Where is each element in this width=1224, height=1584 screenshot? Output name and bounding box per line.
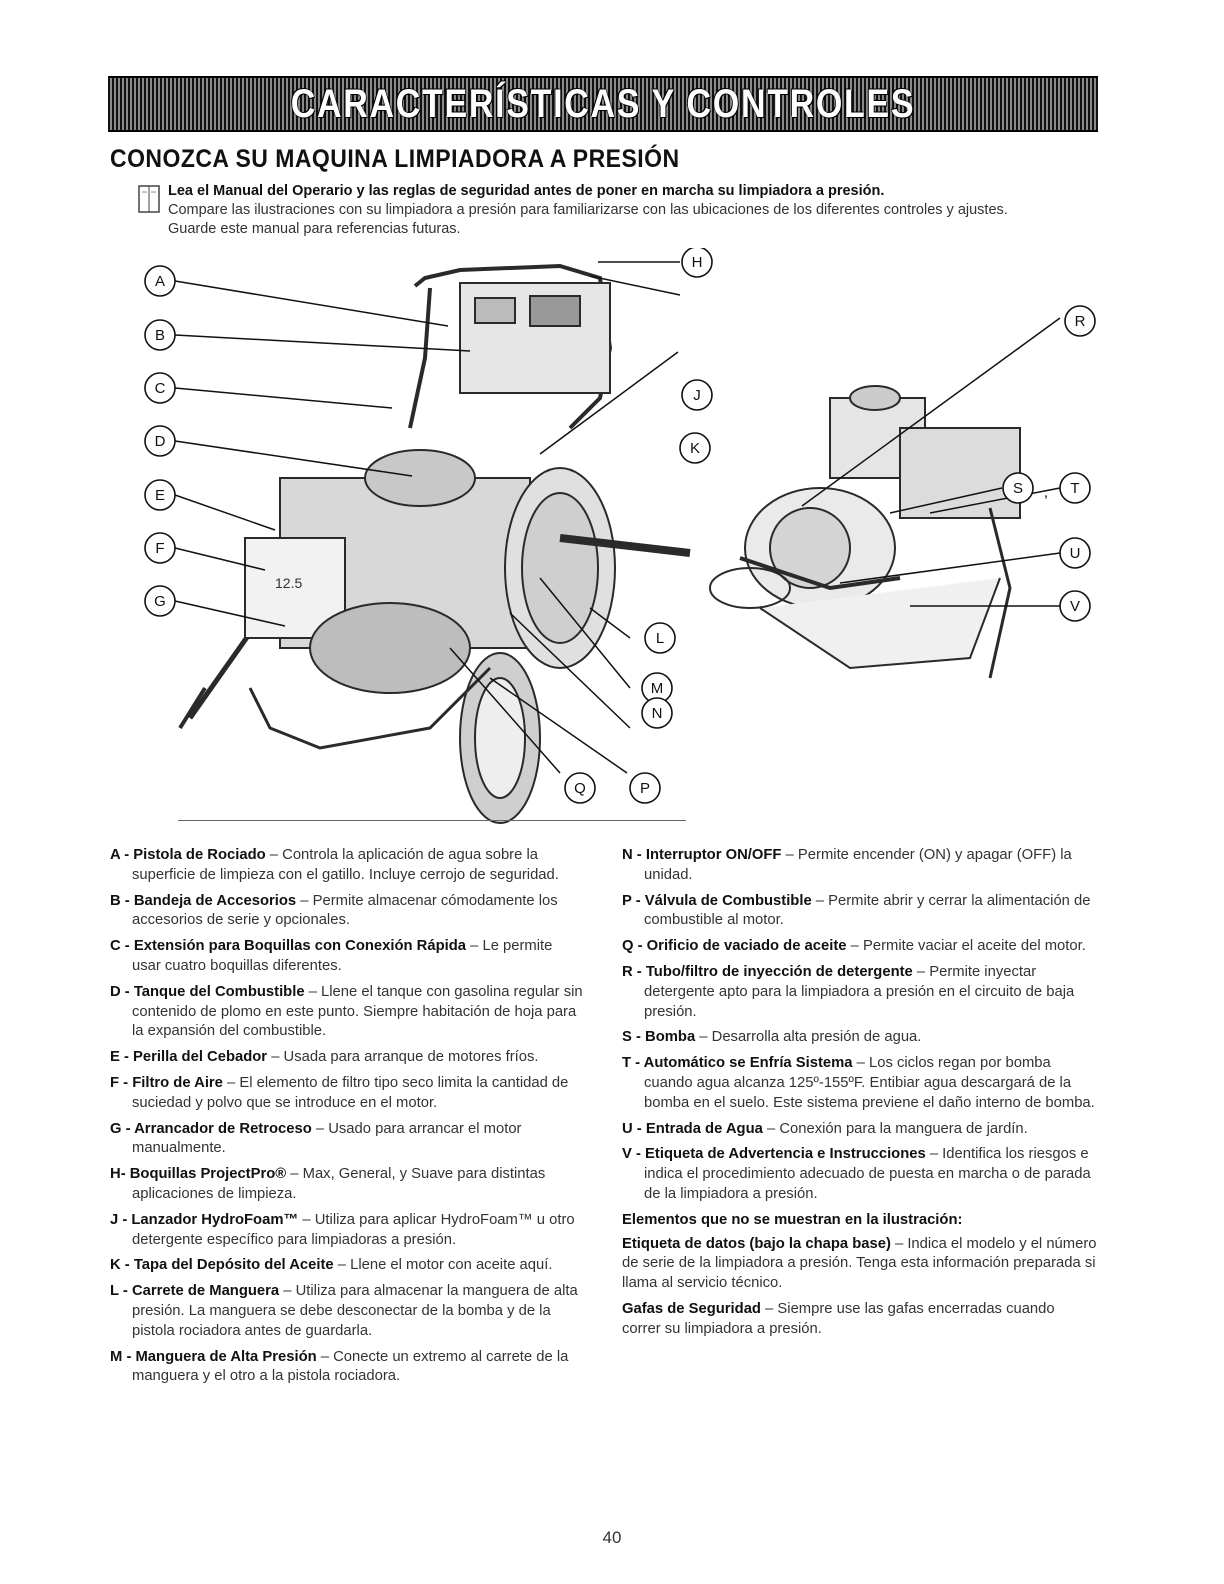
callout-m: M: [650, 680, 664, 697]
feature-item-l: L - Carrete de Manguera – Utiliza para almacenar la manguera de alta presión. La manguera se debe desconectar de la bomba y de la pistola rociadora antes de guardarla.: [110, 1283, 578, 1339]
feature-item-p: P - Válvula de Combustible – Permite abrir y cerrar la alimentación de combustible al motor.: [622, 892, 1091, 929]
callout-u: U: [1069, 545, 1081, 562]
feature-item-f: F - Filtro de Aire – El elemento de filtro tipo seco limita la cantidad de suciedad y polvo que se introduce en el motor.: [110, 1074, 569, 1111]
callout-c: C: [154, 380, 166, 397]
manual-book-icon: [138, 185, 160, 213]
feature-item-j: J - Lanzador HydroFoam™ – Utiliza para aplicar HydroFoam™ u otro detergente específico para limpiadoras a presión.: [110, 1211, 575, 1248]
feature-item-d: D - Tanque del Combustible – Llene el tanque con gasolina regular sin contenido de plomo en este punto. Siempre habitación de hoja para la expansión del combustible.: [110, 983, 583, 1040]
section-banner: [108, 76, 1098, 132]
intro-line-3: Guarde este manual para referencias futuras.: [168, 221, 461, 237]
intro-bold-line: Lea el Manual del Operario y las reglas de seguridad antes de poner en marcha su limpiadora a presión.: [168, 183, 885, 199]
feature-item-b: B - Bandeja de Accesorios – Permite almacenar cómodamente los accesorios de serie y opcionales.: [110, 892, 558, 929]
feature-item-r: R - Tubo/filtro de inyección de detergente – Permite inyectar detergente apto para la limpiadora a presión en el circuito de baja presión.: [622, 963, 1075, 1020]
not-shown-heading: Elementos que no se muestran en la ilustración:: [622, 1211, 963, 1228]
feature-item-t: T - Automático se Enfría Sistema – Los ciclos regan por bomba cuando agua alcanza 125º-155ºF. Entibiar agua descargará de la bomba en el suelo. Este sistema previene el daño interno de bomba.: [622, 1055, 1095, 1111]
feature-item-m: M - Manguera de Alta Presión – Conecte un extremo al carrete de la manguera y el otro a la pistola rociadora.: [110, 1348, 569, 1385]
intro-line-2: Compare las ilustraciones con su limpiadora a presión para familiarizarse con las ubicaciones de los diferentes controles y ajustes.: [168, 202, 1008, 218]
feature-item-c: C - Extensión para Boquillas con Conexión Rápida – Le permite usar cuatro boquillas diferentes.: [110, 938, 553, 974]
callout-n: N: [651, 705, 663, 722]
callout-v: V: [1069, 598, 1081, 615]
feature-item-e: E - Perilla del Cebador – Usada para arranque de motores fríos.: [110, 1049, 539, 1066]
pressure-washer-illustration: [130, 248, 1110, 828]
not-shown-item-safety-glasses: Gafas de Seguridad – Siempre use las gafas encerradas cuando correr su limpiadora a presión.: [622, 1300, 1055, 1337]
callout-j: J: [693, 387, 701, 404]
page-subtitle: CONOZCA SU MAQUINA LIMPIADORA A PRESIÓN: [110, 145, 680, 173]
not-shown-item-data-label: Etiqueta de datos (bajo la chapa base) – Indica el modelo y el número de serie de la limpiadora a presión. Tenga esta información preparada si llama al servicio técnico.: [622, 1235, 1097, 1292]
callout-e: E: [154, 487, 166, 504]
callout-b: B: [154, 327, 166, 344]
callout-r: R: [1074, 313, 1086, 330]
callout-f: F: [155, 540, 165, 557]
feature-item-q: Q - Orificio de vaciado de aceite – Permite vaciar el aceite del motor.: [622, 938, 1086, 955]
feature-item-k: K - Tapa del Depósito del Aceite – Llene el motor con aceite aquí.: [110, 1257, 553, 1274]
figure-divider: [178, 820, 686, 821]
pump-closeup-drawing: [710, 386, 1020, 678]
feature-item-h: H- Boquillas ProjectPro® – Max, General, y Suave para distintas aplicaciones de limpieza.: [110, 1166, 546, 1202]
callout-q: Q: [574, 780, 586, 797]
banner-title: CARACTERÍSTICAS Y CONTROLES: [290, 82, 916, 126]
feature-item-n: N - Interruptor ON/OFF – Permite encender (ON) y apagar (OFF) la unidad.: [622, 847, 1072, 883]
feature-item-g: G - Arrancador de Retroceso – Usado para arrancar el motor manualmente.: [110, 1120, 522, 1157]
svg-text:12.5: 12.5: [275, 575, 303, 591]
callout-k: K: [689, 440, 701, 457]
right-description-column: [622, 846, 1097, 1346]
feature-item-u: U - Entrada de Agua – Conexión para la manguera de jardín.: [622, 1120, 1028, 1137]
page-number: 40: [602, 1528, 622, 1547]
callout-l: L: [655, 630, 665, 647]
callout-h: H: [691, 254, 703, 271]
left-description-column: [110, 846, 585, 1393]
callout-g: G: [154, 593, 166, 610]
feature-item-v: V - Etiqueta de Advertencia e Instrucciones – Identifica los riesgos e indica el procedimiento adecuado de puesta en marcha o de parada de la limpiadora a presión.: [622, 1146, 1091, 1202]
callout-s: S: [1012, 480, 1024, 497]
feature-item-s: S - Bomba – Desarrolla alta presión de agua.: [622, 1029, 922, 1046]
callout-d: D: [154, 433, 166, 450]
callout-t: T: [1070, 480, 1080, 497]
feature-item-a: A - Pistola de Rociado – Controla la aplicación de agua sobre la superficie de limpieza con el gatillo. Incluye cerrojo de seguridad.: [110, 847, 559, 883]
intro-text: [168, 182, 1128, 239]
callout-a: A: [154, 273, 166, 290]
callout-p: P: [639, 780, 651, 797]
callout-separator: ,: [1043, 484, 1049, 501]
